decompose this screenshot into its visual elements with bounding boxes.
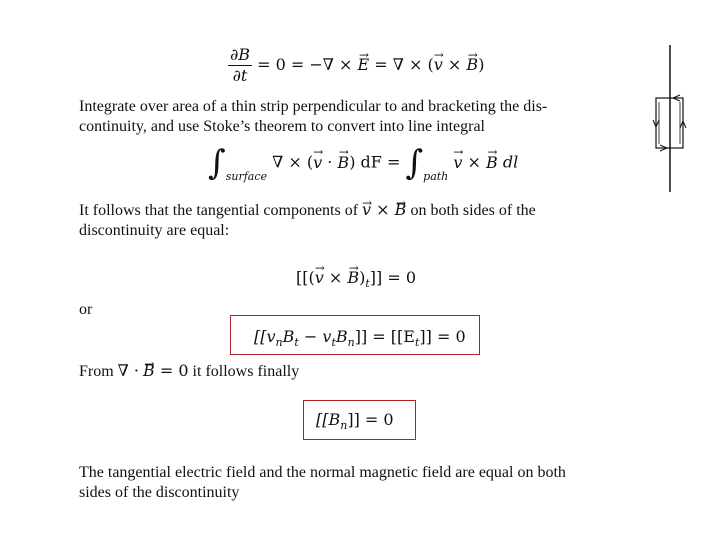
paragraph-line: The tangential electric field and the normal magnetic field are equal on both — [79, 464, 566, 481]
equation-stokes — [208, 143, 519, 183]
paragraph-conclusion — [79, 463, 566, 503]
subscript-t: t — [365, 277, 370, 290]
fraction-denominator: ∂t — [232, 66, 248, 85]
integral-subscript-surface: surface — [225, 169, 268, 183]
vector-v: → v — [453, 153, 462, 172]
integral-sign: ∫ — [405, 143, 424, 183]
partial-fraction — [228, 46, 252, 85]
equation-faraday — [228, 46, 484, 85]
paragraph-line: sides of the discontinuity — [79, 484, 240, 501]
fraction-numerator: ∂B — [230, 45, 251, 64]
subscript-t: t — [294, 336, 299, 349]
cross-operator: × — [371, 200, 395, 219]
text-segment: From — [79, 363, 114, 380]
equation-electric-field — [254, 327, 466, 349]
vector-v: → v — [313, 153, 322, 172]
paragraph-tangential — [79, 200, 536, 241]
vector-b: → B — [395, 200, 407, 220]
equation-segment: ]] = [[E — [354, 327, 415, 346]
dot-operator: · — [322, 152, 338, 172]
equation-segment: ) dF = — [349, 152, 406, 172]
vector-v: → v — [362, 200, 371, 220]
paragraph-line — [79, 200, 536, 221]
paragraph-integrate — [79, 97, 547, 137]
vector-b: → B — [466, 55, 478, 74]
paragraph-line: discontinuity are equal: — [79, 222, 230, 239]
paragraph-line: continuity, and use Stoke’s theorem to convert into line integral — [79, 118, 485, 135]
equation-segment: dl — [497, 152, 519, 172]
equation-segment: = 0 = −∇ × — [252, 55, 358, 74]
integral-sign: ∫ — [208, 143, 226, 183]
cross-operator: × — [323, 268, 348, 287]
strip-diagram — [640, 40, 700, 200]
or-label: or — [79, 301, 93, 318]
equation-segment: ) — [478, 55, 485, 74]
equation-segment: − v — [298, 327, 332, 346]
equation-segment: = 0 — [154, 361, 189, 380]
integral-subscript-path: path — [423, 169, 449, 183]
equation-segment: ) — [359, 268, 366, 287]
cross-operator: × — [442, 55, 467, 74]
paragraph-divergence — [79, 361, 299, 382]
vector-b: → B — [486, 153, 498, 172]
variable-b: B — [335, 327, 348, 346]
paragraph-line: Integrate over area of a thin strip perpendicular to and bracketing the dis- — [79, 98, 548, 115]
vector-b: → B — [347, 268, 359, 287]
equation-normal-magnetic — [316, 410, 394, 432]
vector-v: → v — [315, 268, 324, 287]
text-segment: it follows finally — [192, 363, 300, 380]
equation-segment: ]] = 0 — [347, 410, 394, 429]
vector-b: → B — [337, 153, 349, 172]
subscript-t: t — [331, 336, 336, 349]
cross-operator: × — [462, 152, 486, 172]
equation-segment: ]] = 0 — [419, 327, 466, 346]
equation-segment: ]] = 0 — [369, 268, 417, 287]
text-segment: It follows that the tangential components of — [79, 202, 359, 219]
subscript-t: t — [414, 336, 420, 349]
variable-b: B — [282, 327, 295, 346]
subscript-n: n — [275, 336, 283, 349]
subscript-n: n — [340, 419, 348, 432]
equation-segment: [[v — [254, 327, 276, 346]
equation-segment: [[( — [296, 268, 315, 287]
equation-segment: [[B — [316, 410, 341, 429]
equation-segment: = ∇ × ( — [369, 55, 434, 74]
vector-e: → E — [358, 55, 370, 74]
equation-jump-tangential — [296, 268, 417, 290]
text-segment: on both sides of the — [410, 202, 536, 219]
vector-b: → B — [143, 361, 155, 381]
subscript-n: n — [347, 336, 355, 349]
divergence-operator: ∇ · — [117, 361, 140, 380]
equation-segment: ∇ × ( — [272, 152, 314, 172]
vector-v: → v — [434, 55, 443, 74]
